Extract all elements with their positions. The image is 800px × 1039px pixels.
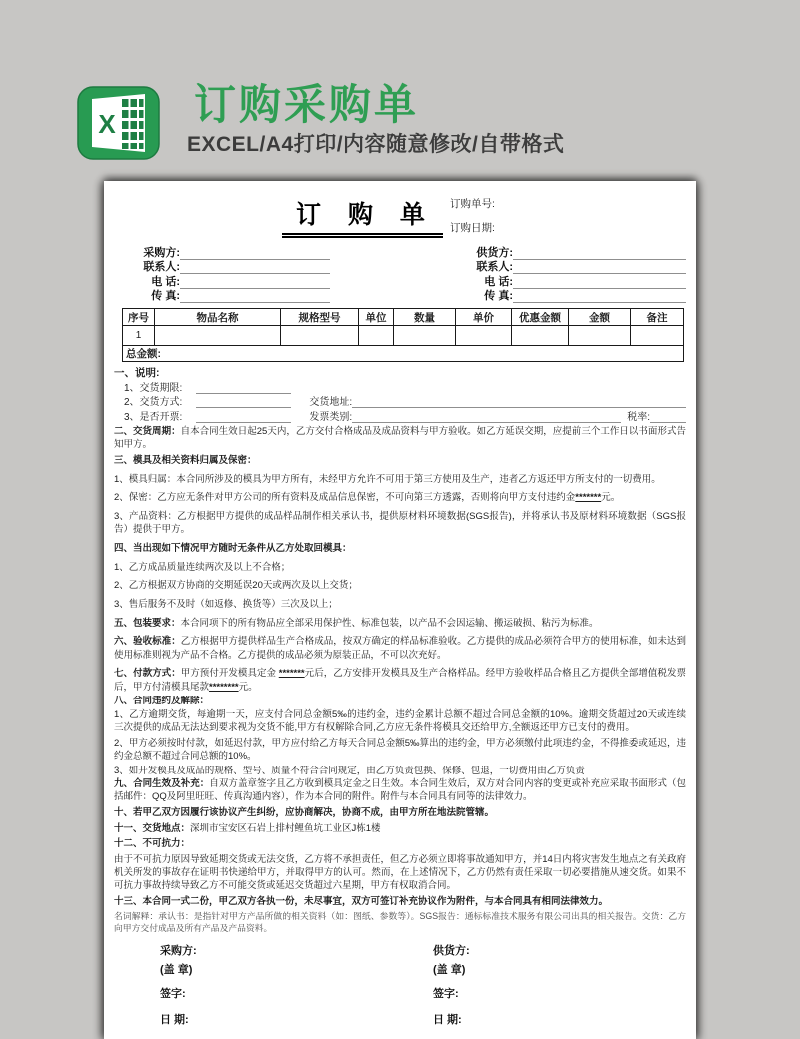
terms-block <box>114 425 686 934</box>
signature-row: 日 期: <box>433 1014 462 1027</box>
term-paragraph <box>114 510 686 536</box>
note-row <box>114 408 686 423</box>
doc-meta <box>450 196 495 244</box>
table-total-label: 总金额: <box>123 346 684 362</box>
signature-row: 签字: <box>160 988 186 1001</box>
term-text: 3、产品资料：乙方根据甲方提供的成品样品制作相关承认书，提供原材料环境数据(SGS报告)，并将承认书及原材料环境数据（SGS报告）提供于甲方。 <box>114 511 686 536</box>
signature-block <box>114 942 686 1027</box>
table-cell <box>155 326 281 346</box>
term-text: 甲方预付开发模具定金 <box>180 668 279 680</box>
party-label-left: 电 话: <box>151 275 180 288</box>
blank-line <box>352 411 621 423</box>
order-date-label: 订购日期: <box>450 222 495 234</box>
blank-line <box>513 291 686 303</box>
doc-header <box>114 193 686 241</box>
term-paragraph <box>114 708 686 734</box>
term-text: 十三、本合同一式二份，甲乙双方各执一份，未尽事宜，双方可签订补充协议作为附件，与本合同具有相同法律效力。 <box>114 896 609 908</box>
signature-supplier <box>413 942 686 1027</box>
term-paragraph <box>114 895 686 908</box>
table-row <box>123 326 684 346</box>
term-paragraph <box>114 667 686 693</box>
table-cell <box>569 326 631 346</box>
term-paragraph <box>114 911 686 934</box>
term-text: 乙方根据甲方提供样品生产合格成品，按双方确定的样品标准验收。乙方提供的成品必须符合甲方的使用标准，如未达到使用标准则视为产品不合格。乙方提供的成品必须为原装正品，不可以次充好。 <box>114 636 686 661</box>
blank-line <box>650 411 686 423</box>
parties-block <box>114 245 686 303</box>
table-cell <box>281 326 359 346</box>
party-label-right: 供货方: <box>476 246 513 259</box>
term-text: 1、模具归属：本合同所涉及的模具为甲方所有，未经甲方允许不可用于第三方使用及生产，违者乙方返还甲方所支付的一切费用。 <box>114 473 661 485</box>
party-label-left: 联系人: <box>143 261 180 273</box>
term-paragraph <box>114 473 686 486</box>
term-text: 十、若甲乙双方因履行该协议产生纠纷，应协商解决，协商不成，由甲方所在地法院管辖。 <box>114 806 495 818</box>
table-header-cell: 序号 <box>123 309 155 326</box>
signature-row: 签字: <box>433 988 459 1001</box>
term-text: 1、乙方逾期交货，每逾期一天，应支付合同总金额5‰的违约金，违约金累计总额不超过合同总金额的10%。逾期交货超过20天或连续三次提供的成品无法达到要求视为交货不能,甲方有权解除合同,乙方应无条件将模具交还给甲方,全额返还甲方已支付的费用。 <box>114 708 686 733</box>
table-header-row <box>123 309 684 326</box>
term-text: 三、模具及相关资料归属及保密： <box>114 454 257 466</box>
blank-line <box>352 396 686 408</box>
note-label: 发票类别: <box>309 411 353 423</box>
table-cell: 1 <box>123 326 155 346</box>
term-text: 2、甲方必须按时付款，如延迟付款，甲方应付给乙方每天合同总金额5‰算出的违约金，甲方必须缴付此项违约金，不得推委或延迟，违约金总额不超过合同总额的10%。 <box>114 737 686 762</box>
party-row <box>114 289 686 304</box>
term-text: 由于不可抗力原因导致延期交货或无法交货，乙方将不承担责任，但乙方必须立即将事故通知甲方，并14日内将灾害发生地点之有关政府机关所发的事故存在证明书快递给甲方，并取得甲方的认可。然而，在上述情况下，乙方仍然有责任采取一切必要措施从速交货。如果不可抗力事故持续导致乙方不可能交货或延迟交货超过六星期，甲方有权取消合同。 <box>114 854 686 892</box>
term-paragraph <box>114 598 686 611</box>
term-paragraph <box>114 837 686 850</box>
term-paragraph <box>114 579 686 592</box>
term-text: 元后，乙方安排开发模具及生产合格样品。经甲方验收样品合格且乙方提供全部增值税发票后，甲方付清模具尾款 <box>114 668 686 693</box>
doc-title: 订 购 单 <box>282 195 443 238</box>
table-header-cell: 规格型号 <box>281 309 359 326</box>
term-text: 二、交货周期： <box>114 426 181 437</box>
term-text: 深圳市宝安区石岩上排村鲤鱼坑工业区J栋1楼 <box>190 822 381 834</box>
term-text: 1、乙方成品质量连续两次及以上不合格； <box>114 561 291 573</box>
term-paragraph <box>114 491 686 504</box>
term-text: 八、合同违约及解除： <box>114 696 210 706</box>
signature-row: (盖 章) <box>160 964 193 977</box>
order-no-label: 订购单号: <box>450 198 495 210</box>
term-paragraph <box>114 617 686 630</box>
term-paragraph <box>114 425 686 451</box>
term-text: 十二、不可抗力： <box>114 838 191 850</box>
signature-row: 日 期: <box>160 1014 189 1027</box>
table-header-cell: 金额 <box>569 309 631 326</box>
blank-line <box>513 262 686 274</box>
term-text: ******* <box>575 492 602 504</box>
notes-rows <box>114 379 686 423</box>
blank-line <box>196 396 291 408</box>
blank-line <box>196 382 291 394</box>
svg-text:X: X <box>98 109 116 139</box>
table-header-cell: 数量 <box>394 309 456 326</box>
table-header-cell: 优惠金额 <box>512 309 569 326</box>
term-paragraph <box>114 853 686 893</box>
signature-row: (盖 章) <box>433 964 466 977</box>
term-paragraph <box>114 766 686 775</box>
term-text: 元。 <box>601 492 621 504</box>
page-subtitle: EXCEL/A4打印/内容随意修改/自带格式 <box>187 133 565 156</box>
excel-icon <box>77 86 160 160</box>
signature-purchaser <box>114 942 413 1027</box>
party-label-right: 传 真: <box>484 290 513 302</box>
term-text: 2、保密：乙方应无条件对甲方公司的所有资料及成品信息保密，不可向第三方透露，否则将向甲方支付违约金 <box>114 492 576 504</box>
term-text: 名词解释：承认书：是指针对甲方产品所做的相关资料（如：图纸、参数等）。SGS报告：通标标准技术服务有限公司出具的相关报告。交货：乙方向甲方交付成品及所有产品及产品资料。 <box>114 911 686 933</box>
term-text: 本合同项下的所有物品应全部采用保护性、标准包装，以产品不会因运输、搬运破损、粘污为标准。 <box>180 617 599 629</box>
term-text: 2、乙方根据双方协商的交期延误20天或两次及以上交货； <box>114 580 358 592</box>
blank-line <box>513 248 686 260</box>
blank-line <box>196 411 291 423</box>
table-header-cell: 备注 <box>631 309 684 326</box>
term-paragraph <box>114 737 686 763</box>
term-text: 六、验收标准： <box>114 636 181 648</box>
term-text: 自本合同生效日起25天内，乙方交付合格成品及成品资料与甲方验收。如乙方延误交期，应提前三个工作日以书面形式告知甲方。 <box>114 426 686 451</box>
term-paragraph <box>114 635 686 661</box>
note-row <box>114 379 686 394</box>
note-label: 交货地址: <box>309 397 353 408</box>
table-header-cell: 物品名称 <box>155 309 281 326</box>
term-text: ******** <box>209 681 239 693</box>
term-paragraph <box>114 696 686 705</box>
party-label-right: 电 话: <box>484 275 513 288</box>
party-label-left: 采购方: <box>143 246 180 259</box>
signature-row: 供货方: <box>433 945 470 958</box>
term-text: 四、当出现如下情况甲方随时无条件从乙方处取回模具： <box>114 542 352 554</box>
term-paragraph <box>114 822 686 835</box>
note-row <box>114 394 686 409</box>
table-total-row <box>123 346 684 362</box>
term-paragraph <box>114 806 686 819</box>
blank-line <box>180 262 330 274</box>
table-cell <box>456 326 512 346</box>
note-label: 税率: <box>627 411 650 423</box>
note-label: 2、交货方式: <box>124 397 183 408</box>
items-table <box>122 308 684 362</box>
blank-line <box>513 277 686 289</box>
term-text: 元。 <box>238 681 258 693</box>
table-cell <box>512 326 569 346</box>
note-label: 3、是否开票: <box>124 411 183 423</box>
term-text: 十一、交货地点： <box>114 822 191 834</box>
table-cell <box>631 326 684 346</box>
note-label: 1、交货期限: <box>124 382 183 394</box>
term-text: ******* <box>278 668 305 680</box>
term-text: 3、如开发模具及成品的规格、型号、质量不符合合同规定，由乙方负责包换、保修、包退，一切费用由乙方负责 <box>114 765 585 775</box>
party-label-right: 联系人: <box>476 261 513 273</box>
term-paragraph <box>114 454 686 467</box>
page-title: 订购采购单 <box>194 81 420 128</box>
order-form-paper <box>104 181 696 1039</box>
term-paragraph <box>114 561 686 574</box>
term-paragraph <box>114 542 686 555</box>
blank-line <box>180 291 330 303</box>
term-text: 九、合同生效及补充： <box>114 778 210 790</box>
party-label-left: 传 真: <box>151 290 180 302</box>
signature-row: 采购方: <box>160 945 197 958</box>
term-text: 七、付款方式： <box>114 668 181 680</box>
term-paragraph <box>114 777 686 803</box>
table-cell <box>359 326 394 346</box>
notes-block <box>114 365 686 423</box>
term-text: 五、包装要求： <box>114 617 181 629</box>
notes-heading: 一、说明: <box>114 367 160 379</box>
table-cell <box>394 326 456 346</box>
term-text: 自双方盖章签字且乙方收到模具定金之日生效。本合同生效后，双方对合同内容的变更或补充应采取书面形式（包括邮件：QQ及阿里旺旺、传真沟通内容），作为本合同的附件。附件与本合同具有同等的法律效力。 <box>114 778 686 803</box>
blank-line <box>180 248 330 260</box>
term-text: 3、售后服务不及时（如返修、换货等）三次及以上； <box>114 599 338 611</box>
table-header-cell: 单位 <box>359 309 394 326</box>
blank-line <box>180 277 330 289</box>
table-header-cell: 单价 <box>456 309 512 326</box>
